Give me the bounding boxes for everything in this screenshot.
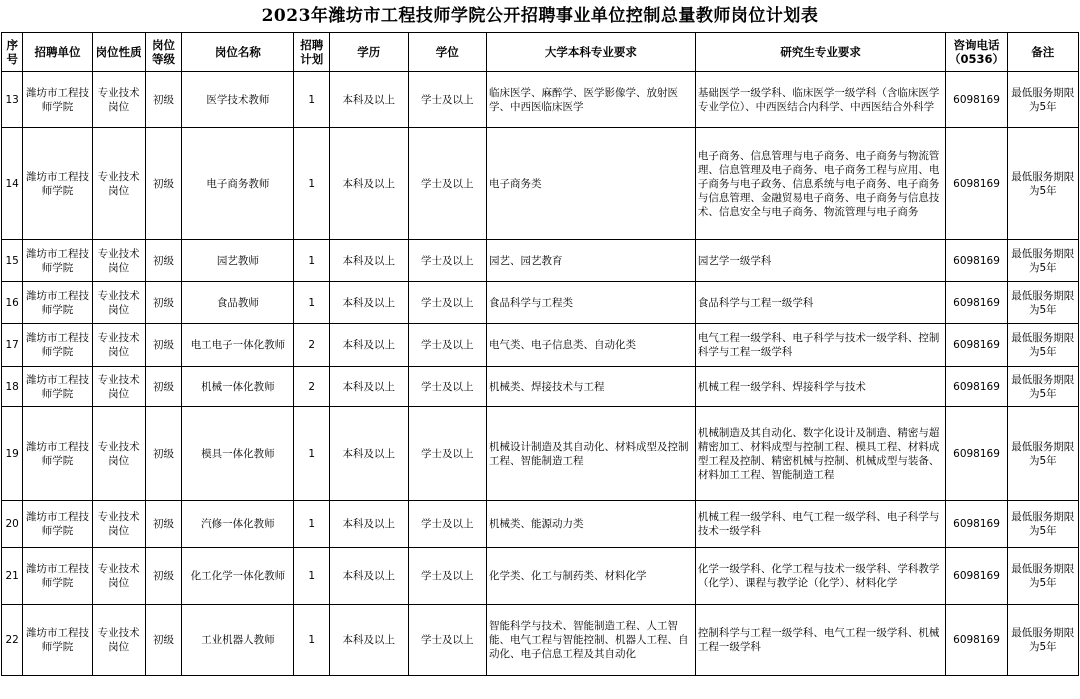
recruitment-table bbox=[1, 32, 1079, 676]
cell-name: 电工电子一体化教师 bbox=[182, 324, 294, 367]
header-phone: 咨询电话（0536） bbox=[946, 33, 1007, 72]
cell-no: 16 bbox=[2, 282, 23, 324]
cell-edu: 本科及以上 bbox=[330, 128, 408, 240]
cell-plan: 2 bbox=[294, 367, 330, 407]
cell-phone: 6098169 bbox=[946, 605, 1007, 676]
table-row bbox=[2, 367, 1079, 407]
cell-note: 最低服务期限为5年 bbox=[1007, 72, 1078, 128]
cell-no: 19 bbox=[2, 407, 23, 501]
cell-level: 初级 bbox=[145, 128, 182, 240]
cell-undergrad: 临床医学、麻醉学、医学影像学、放射医学、中西医临床医学 bbox=[486, 72, 695, 128]
cell-note: 最低服务期限为5年 bbox=[1007, 501, 1078, 548]
cell-name: 医学技术教师 bbox=[182, 72, 294, 128]
cell-grad: 电气工程一级学科、电子科学与技术一级学科、控制科学与工程一级学科 bbox=[695, 324, 946, 367]
cell-unit: 潍坊市工程技师学院 bbox=[23, 501, 92, 548]
cell-level: 初级 bbox=[145, 72, 182, 128]
cell-degree: 学士及以上 bbox=[408, 367, 486, 407]
cell-degree: 学士及以上 bbox=[408, 282, 486, 324]
cell-degree: 学士及以上 bbox=[408, 72, 486, 128]
header-row bbox=[2, 33, 1079, 72]
cell-degree: 学士及以上 bbox=[408, 128, 486, 240]
cell-undergrad: 机械类、焊接技术与工程 bbox=[486, 367, 695, 407]
cell-nature: 专业技术岗位 bbox=[92, 72, 145, 128]
cell-phone: 6098169 bbox=[946, 501, 1007, 548]
cell-no: 15 bbox=[2, 240, 23, 282]
table-row bbox=[2, 128, 1079, 240]
cell-grad: 电子商务、信息管理与电子商务、电子商务与物流管理、信息管理及电子商务、电子商务工程与应用、电子商务与电子政务、信息系统与电子商务、电子商务与信息管理、金融贸易电子商务、电子商务与信息技术、信息安全与电子商务、物流管理与电子商务 bbox=[695, 128, 946, 240]
cell-edu: 本科及以上 bbox=[330, 605, 408, 676]
cell-undergrad: 机械类、能源动力类 bbox=[486, 501, 695, 548]
cell-name: 化工化学一体化教师 bbox=[182, 548, 294, 605]
cell-unit: 潍坊市工程技师学院 bbox=[23, 128, 92, 240]
cell-undergrad: 机械设计制造及其自动化、材料成型及控制工程、智能制造工程 bbox=[486, 407, 695, 501]
cell-undergrad: 园艺、园艺教育 bbox=[486, 240, 695, 282]
cell-grad: 机械工程一级学科、焊接科学与技术 bbox=[695, 367, 946, 407]
cell-plan: 1 bbox=[294, 501, 330, 548]
cell-level: 初级 bbox=[145, 240, 182, 282]
cell-phone: 6098169 bbox=[946, 324, 1007, 367]
cell-unit: 潍坊市工程技师学院 bbox=[23, 282, 92, 324]
header-nature: 岗位性质 bbox=[92, 33, 145, 72]
cell-nature: 专业技术岗位 bbox=[92, 367, 145, 407]
cell-note: 最低服务期限为5年 bbox=[1007, 407, 1078, 501]
cell-unit: 潍坊市工程技师学院 bbox=[23, 324, 92, 367]
header-unit: 招聘单位 bbox=[23, 33, 92, 72]
cell-plan: 1 bbox=[294, 240, 330, 282]
cell-degree: 学士及以上 bbox=[408, 548, 486, 605]
header-level: 岗位等级 bbox=[145, 33, 182, 72]
cell-undergrad: 智能科学与技术、智能制造工程、人工智能、电气工程与智能控制、机器人工程、自动化、电子信息工程及其自动化 bbox=[486, 605, 695, 676]
cell-name: 工业机器人教师 bbox=[182, 605, 294, 676]
cell-phone: 6098169 bbox=[946, 548, 1007, 605]
cell-grad: 化学一级学科、化学工程与技术一级学科、学科教学（化学）、课程与教学论（化学）、材料化学 bbox=[695, 548, 946, 605]
cell-degree: 学士及以上 bbox=[408, 407, 486, 501]
cell-name: 电子商务教师 bbox=[182, 128, 294, 240]
cell-name: 机械一体化教师 bbox=[182, 367, 294, 407]
cell-level: 初级 bbox=[145, 407, 182, 501]
cell-level: 初级 bbox=[145, 282, 182, 324]
cell-note: 最低服务期限为5年 bbox=[1007, 367, 1078, 407]
header-degree: 学位 bbox=[408, 33, 486, 72]
cell-edu: 本科及以上 bbox=[330, 324, 408, 367]
cell-note: 最低服务期限为5年 bbox=[1007, 605, 1078, 676]
cell-phone: 6098169 bbox=[946, 282, 1007, 324]
cell-no: 18 bbox=[2, 367, 23, 407]
cell-nature: 专业技术岗位 bbox=[92, 240, 145, 282]
table-row bbox=[2, 501, 1079, 548]
cell-grad: 园艺学一级学科 bbox=[695, 240, 946, 282]
cell-degree: 学士及以上 bbox=[408, 605, 486, 676]
cell-edu: 本科及以上 bbox=[330, 282, 408, 324]
cell-phone: 6098169 bbox=[946, 367, 1007, 407]
cell-no: 17 bbox=[2, 324, 23, 367]
cell-plan: 1 bbox=[294, 605, 330, 676]
cell-level: 初级 bbox=[145, 501, 182, 548]
cell-no: 13 bbox=[2, 72, 23, 128]
cell-plan: 1 bbox=[294, 72, 330, 128]
cell-level: 初级 bbox=[145, 324, 182, 367]
cell-undergrad: 电气类、电子信息类、自动化类 bbox=[486, 324, 695, 367]
cell-level: 初级 bbox=[145, 367, 182, 407]
cell-phone: 6098169 bbox=[946, 72, 1007, 128]
cell-name: 模具一体化教师 bbox=[182, 407, 294, 501]
cell-undergrad: 电子商务类 bbox=[486, 128, 695, 240]
cell-degree: 学士及以上 bbox=[408, 324, 486, 367]
cell-edu: 本科及以上 bbox=[330, 240, 408, 282]
cell-plan: 1 bbox=[294, 548, 330, 605]
cell-plan: 1 bbox=[294, 128, 330, 240]
table-row bbox=[2, 282, 1079, 324]
cell-unit: 潍坊市工程技师学院 bbox=[23, 407, 92, 501]
table-row bbox=[2, 240, 1079, 282]
cell-name: 食品教师 bbox=[182, 282, 294, 324]
table-row bbox=[2, 605, 1079, 676]
cell-grad: 基础医学一级学科、临床医学一级学科（含临床医学专业学位）、中西医结合内科学、中西医结合外科学 bbox=[695, 72, 946, 128]
header-grad: 研究生专业要求 bbox=[695, 33, 946, 72]
cell-note: 最低服务期限为5年 bbox=[1007, 324, 1078, 367]
cell-nature: 专业技术岗位 bbox=[92, 548, 145, 605]
cell-no: 20 bbox=[2, 501, 23, 548]
cell-undergrad: 食品科学与工程类 bbox=[486, 282, 695, 324]
cell-note: 最低服务期限为5年 bbox=[1007, 548, 1078, 605]
cell-level: 初级 bbox=[145, 548, 182, 605]
header-note: 备注 bbox=[1007, 33, 1078, 72]
cell-edu: 本科及以上 bbox=[330, 367, 408, 407]
header-edu: 学历 bbox=[330, 33, 408, 72]
cell-unit: 潍坊市工程技师学院 bbox=[23, 605, 92, 676]
header-plan: 招聘计划 bbox=[294, 33, 330, 72]
cell-grad: 食品科学与工程一级学科 bbox=[695, 282, 946, 324]
page-title: 2023年潍坊市工程技师学院公开招聘事业单位控制总量教师岗位计划表 bbox=[261, 6, 819, 26]
cell-level: 初级 bbox=[145, 605, 182, 676]
cell-note: 最低服务期限为5年 bbox=[1007, 240, 1078, 282]
table-row bbox=[2, 324, 1079, 367]
header-no: 序号 bbox=[2, 33, 23, 72]
cell-undergrad: 化学类、化工与制药类、材料化学 bbox=[486, 548, 695, 605]
cell-plan: 1 bbox=[294, 282, 330, 324]
table-row bbox=[2, 407, 1079, 501]
cell-name: 汽修一体化教师 bbox=[182, 501, 294, 548]
cell-unit: 潍坊市工程技师学院 bbox=[23, 367, 92, 407]
table-row bbox=[2, 72, 1079, 128]
cell-edu: 本科及以上 bbox=[330, 501, 408, 548]
cell-unit: 潍坊市工程技师学院 bbox=[23, 240, 92, 282]
cell-edu: 本科及以上 bbox=[330, 407, 408, 501]
cell-grad: 控制科学与工程一级学科、电气工程一级学科、机械工程一级学科 bbox=[695, 605, 946, 676]
cell-no: 21 bbox=[2, 548, 23, 605]
cell-no: 14 bbox=[2, 128, 23, 240]
cell-phone: 6098169 bbox=[946, 407, 1007, 501]
cell-edu: 本科及以上 bbox=[330, 548, 408, 605]
cell-no: 22 bbox=[2, 605, 23, 676]
cell-note: 最低服务期限为5年 bbox=[1007, 282, 1078, 324]
cell-nature: 专业技术岗位 bbox=[92, 128, 145, 240]
header-name: 岗位名称 bbox=[182, 33, 294, 72]
cell-plan: 1 bbox=[294, 407, 330, 501]
cell-plan: 2 bbox=[294, 324, 330, 367]
cell-unit: 潍坊市工程技师学院 bbox=[23, 72, 92, 128]
cell-grad: 机械制造及其自动化、数字化设计及制造、精密与超精密加工、材料成型与控制工程、模具工程、材料成型工程及控制、精密机械与控制、机械成型与装备、材料加工工程、智能制造工程 bbox=[695, 407, 946, 501]
cell-nature: 专业技术岗位 bbox=[92, 324, 145, 367]
cell-edu: 本科及以上 bbox=[330, 72, 408, 128]
cell-nature: 专业技术岗位 bbox=[92, 605, 145, 676]
table-row bbox=[2, 548, 1079, 605]
cell-nature: 专业技术岗位 bbox=[92, 407, 145, 501]
cell-unit: 潍坊市工程技师学院 bbox=[23, 548, 92, 605]
cell-nature: 专业技术岗位 bbox=[92, 501, 145, 548]
cell-note: 最低服务期限为5年 bbox=[1007, 128, 1078, 240]
cell-phone: 6098169 bbox=[946, 240, 1007, 282]
cell-name: 园艺教师 bbox=[182, 240, 294, 282]
cell-degree: 学士及以上 bbox=[408, 501, 486, 548]
cell-phone: 6098169 bbox=[946, 128, 1007, 240]
cell-grad: 机械工程一级学科、电气工程一级学科、电子科学与技术一级学科 bbox=[695, 501, 946, 548]
cell-degree: 学士及以上 bbox=[408, 240, 486, 282]
header-undergrad: 大学本科专业要求 bbox=[486, 33, 695, 72]
cell-nature: 专业技术岗位 bbox=[92, 282, 145, 324]
